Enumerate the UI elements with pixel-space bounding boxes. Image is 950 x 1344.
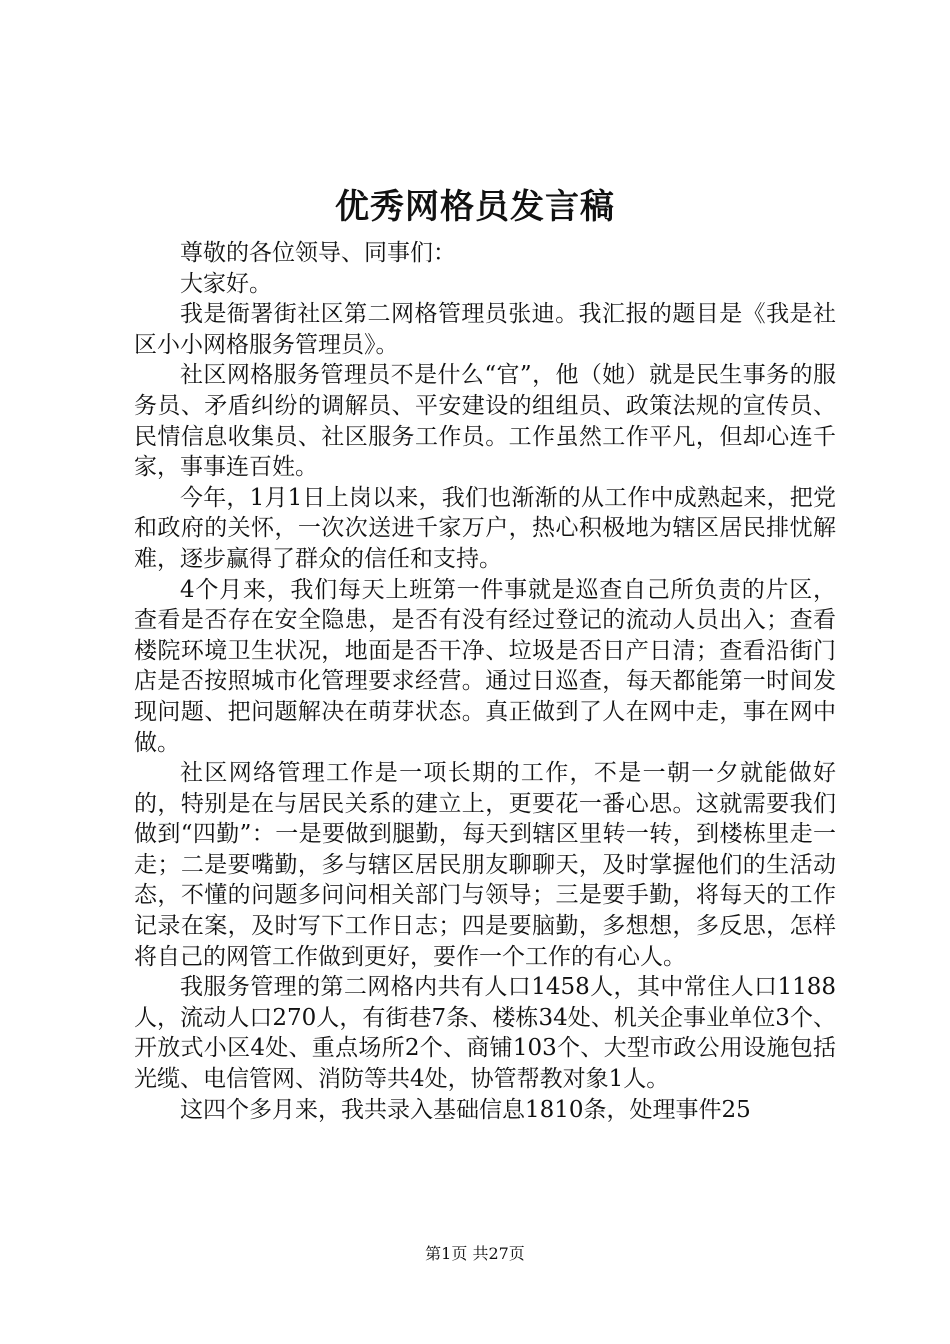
- paragraph-daily-patrol: 4个月来，我们每天上班第一件事就是巡查自己所负责的片区，查看是否存在安全隐患，是否有没有经过登记的流动人员出入；查看楼院环境卫生状况，地面是否干净、垃圾是否日产日清；查看沿街门店是否按照城市化管理要求经营。通过日巡查，每天都能第一时间发现问题、把问题解决在萌芽状态。真正做到了人在网中走，事在网中做。: [134, 576, 836, 756]
- paragraph-work-summary: 这四个多月来，我共录入基础信息1810条，处理事件25: [180, 1096, 751, 1123]
- paragraph-greeting: 大家好。: [180, 270, 272, 297]
- document-title: 优秀网格员发言稿: [335, 187, 615, 227]
- page-footer: 第1页 共27页: [425, 1244, 525, 1263]
- paragraph-grid-statistics: 我服务管理的第二网格内共有人口1458人，其中常住人口1188人，流动人口270人，有街巷7条、楼栋34处、机关企事业单位3个、开放式小区4处、重点场所2个、商铺103个、大型市政公用设施包括光缆、电信管网、消防等共4处，协管帮教对象1人。: [134, 974, 836, 1093]
- paragraph-four-diligences: 社区网络管理工作是一项长期的工作，不是一朝一夕就能做好的，特别是在与居民关系的建立上，更要花一番心思。这就需要我们做到“四勤”：一是要做到腿勤，每天到辖区里转一转，到楼栋里走一走；二是要嘴勤，多与辖区居民朋友聊聊天，及时掌握他们的生活动态，不懂的问题多问问相关部门与领导；三是要手勤，将每天的工作记录在案，及时写下工作日志；四是要脑勤，多想想，多反思，怎样将自己的网管工作做到更好，要作一个工作的有心人。: [134, 760, 836, 970]
- paragraph-role: 社区网格服务管理员不是什么“官”，他（她）就是民生事务的服务员、矛盾纠纷的调解员、平安建设的组组员、政策法规的宣传员、民情信息收集员、社区服务工作员。工作虽然工作平凡，但却心连千家，事事连百姓。: [134, 362, 836, 481]
- paragraph-introduction: 我是衙署街社区第二网格管理员张迪。我汇报的题目是《我是社区小小网格服务管理员》。: [134, 301, 836, 358]
- document-body: [134, 238, 836, 1125]
- paragraph-this-year: 今年，1月1日上岗以来，我们也渐渐的从工作中成熟起来，把党和政府的关怀，一次次送进千家万户，热心积极地为辖区居民排忧解难，逐步赢得了群众的信任和支持。: [134, 484, 836, 572]
- paragraph-salutation: 尊敬的各位领导、同事们：: [180, 240, 456, 266]
